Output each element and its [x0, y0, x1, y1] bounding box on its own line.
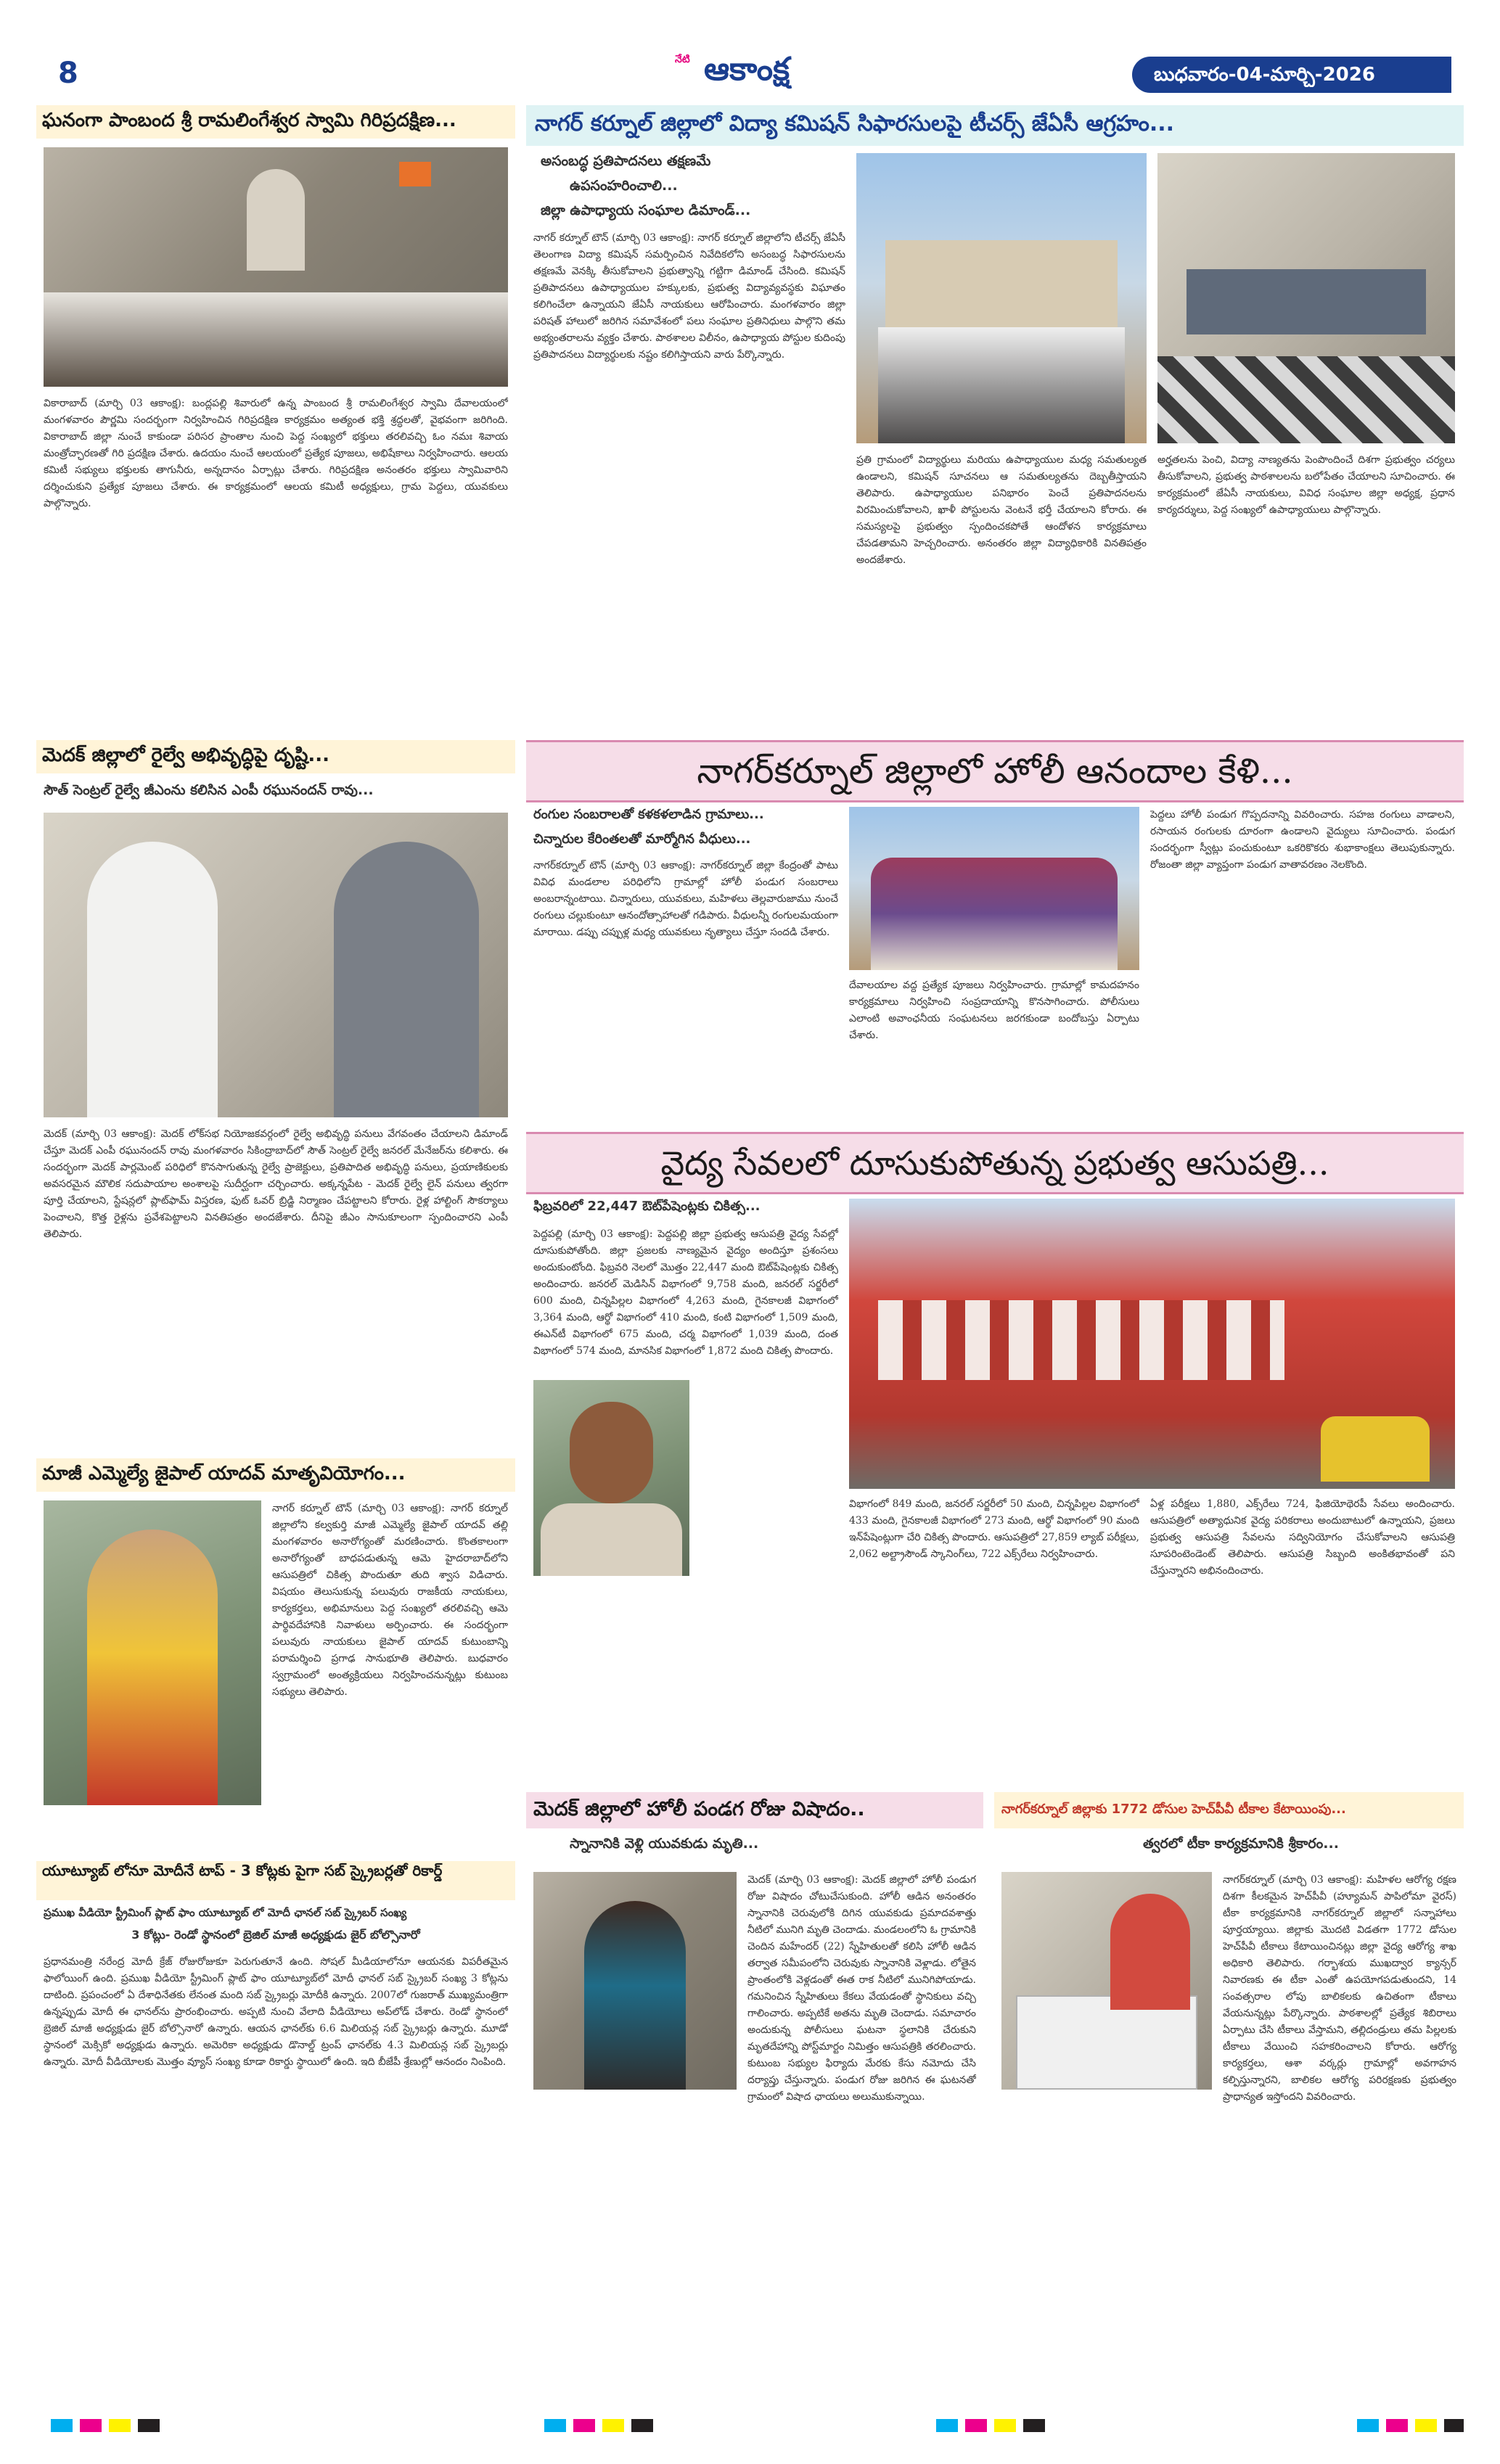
holi-body-3: పెద్దలు హోలీ పండుగ గొప్పదనాన్ని వివరించారు. సహజ రంగులు వాడాలని, రసాయన రంగులకు దూరంగా ఉండాలని వైద్యులు సూచించారు. పండుగ సందర్భంగా స్వీట్లు పంచుకుంటూ ఒకరికొకరు శుభాకాంక్షలు తెలుపుకున్నారు. రోజంతా జిల్లా వ్యాప్తంగా పండుగ వాతావరణం నెలకొంది.: [1150, 809, 1455, 871]
masthead-logo: [675, 51, 849, 100]
teachers-photo-2: [1157, 153, 1455, 443]
teachers-body-1: నాగర్ కర్నూల్ టౌన్ (మార్చి 03 ఆకాంక్ష): నాగర్ కర్నూల్ జిల్లాలోని టీచర్స్ జేఏసీ తెలంగాణ విద్యా కమిషన్ సమర్పించిన నివేదికలోని అసంబద్ధ సిఫారసులను తక్షణమే వెనక్కి తీసుకోవాలని ప్రభుత్వాన్ని గట్టిగా డిమాండ్ చేసింది. కమిషన్ ప్రతిపాదనలు ఉపాధ్యాయుల హక్కులకు, ప్రభుత్వ విద్యావ్యవస్థకు విఘాతం కలిగించేలా ఉన్నాయని జేఏసీ నాయకులు ఆరోపించారు. మంగళవారం జిల్లా పరిషత్ హాలులో జరిగిన సమావేశంలో పలు సంఘాల ప్రతినిధులు పాల్గొని తమ అభ్యంతరాలను వ్యక్తం చేశారు. పాఠశాలల విలీనం, ఉపాధ్యాయ పోస్టుల కుదింపు ప్రతిపాదనలు విద్యార్థులకు నష్టం కలిగిస్తాయని వారు పేర్కొన్నారు.: [533, 232, 845, 361]
temple-photo: [44, 147, 508, 387]
railway-photo: [44, 813, 508, 1117]
teachers-subhead-2: ఉపసంహరించాలి...: [570, 178, 678, 194]
temple-gate-icon: [247, 169, 305, 271]
hospital-subhead: ఫిబ్రవరిలో 22,447 ఔట్‌పేషెంట్లకు చికిత్స...: [533, 1199, 761, 1214]
obituary-headline: మాజీ ఎమ్మెల్యే జైపాల్ యాదవ్ మాతృవియోగం...: [36, 1458, 515, 1492]
medak-holi-headline: మెదక్ జిల్లాలో హోలీ పండగ రోజు విషాదం..: [526, 1792, 983, 1828]
table-shape: [1187, 269, 1426, 334]
hpv-headline: నాగర్‌కర్నూల్ జిల్లాకు 1772 డోసుల హెచ్‌పీవీ టీకాల కేటాయింపు...: [994, 1792, 1464, 1828]
children-shape: [871, 858, 1118, 970]
holi-body-2: దేవాలయాల వద్ద ప్రత్యేక పూజలు నిర్వహించారు. గ్రామాల్లో కామదహనం కార్యక్రమాలు నిర్వహించి సంప్రదాయాన్ని కొనసాగించారు. పోలీసులు ఎలాంటి అవాంఛనీయ సంఘటనలు జరగకుండా బందోబస్తు ఏర్పాటు చేశారు.: [849, 980, 1139, 1041]
swatch-cyan-3: [936, 2419, 958, 2432]
auto-rickshaw-shape: [1321, 1416, 1430, 1482]
railway-headline: మెదక్ జిల్లాలో రైల్వే అభివృద్ధిపై దృష్టి...: [36, 740, 515, 773]
hospital-body-1: పెద్దపల్లి (మార్చి 03 ఆకాంక్ష): పెద్దపల్లి జిల్లా ప్రభుత్వ ఆసుపత్రి వైద్య సేవల్లో దూసుకుపోతోంది. జిల్లా ప్రజలకు నాణ్యమైన వైద్యం అందిస్తూ ప్రశంసలు అందుకుంటోంది. ఫిబ్రవరి నెలలో మొత్తం 22,447 మంది ఔట్‌పేషెంట్లకు చికిత్స అందించారు. జనరల్ మెడిసిన్ విభాగంలో 9,758 మంది, జనరల్ సర్జరీలో 600 మంది, చిన్నపిల్లల విభాగంలో 4,263 మంది, గైనకాలజీ విభాగంలో 3,364 మంది, ఆర్థో విభాగంలో 410 మంది, కంటి విభాగంలో 1,509 మంది, ఈఎన్‌టీ విభాగంలో 675 మంది, చర్మ విభాగంలో 1,039 మంది, దంత విభాగంలో 574 మంది, మానసిక విభాగంలో 1,872 మంది చికిత్స పొందారు.: [533, 1228, 838, 1357]
youtube-subhead-1: ప్రముఖ వీడియో స్ట్రీమింగ్ ప్లాట్ ఫాం యూట్యూబ్ లో మోదీ ఛానల్ సబ్ స్క్రైబర్ సంఖ్య: [44, 1906, 407, 1919]
medak-holi-subhead: స్నానానికి వెళ్లి యువకుడు మృతి...: [570, 1836, 759, 1852]
swatch-yellow-3: [994, 2419, 1016, 2432]
article-youtube: [36, 1861, 515, 2340]
article-medak-holi: [526, 1792, 983, 2329]
article-obituary: [36, 1458, 515, 1861]
hospital-headline: వైద్య సేవలలో దూసుకుపోతున్న ప్రభుత్వ ఆసుపత్రి...: [660, 1143, 1329, 1183]
youth-shape: [584, 1901, 686, 2090]
swatch-yellow: [109, 2419, 131, 2432]
swatch-cyan-4: [1357, 2419, 1379, 2432]
teachers-photo-1: [856, 153, 1147, 443]
portrait-shape: [87, 1529, 218, 1805]
floor-shape: [1157, 356, 1455, 443]
hospital-body-3: ఏళ్ల పరీక్షలు 1,880, ఎక్స్‌రేలు 724, ఫిజియోథెరపీ సేవలు అందించారు. ఆసుపత్రిలో అత్యాధునిక వైద్య పరికరాలు అందుబాటులో ఉన్నాయని, ప్రజలు ప్రభుత్వ ఆసుపత్రి సేవలను సద్వినియోగం చేసుకోవాలని ఆసుపత్రి సూపరింటెండెంట్ తెలిపారు. ఆసుపత్రి సిబ్బంది అంకితభావంతో పని చేస్తున్నారని అభినందించారు.: [1150, 1498, 1455, 1577]
article-temple: [36, 105, 515, 740]
swatch-cyan-2: [544, 2419, 566, 2432]
swatch-black-3: [1023, 2419, 1045, 2432]
face-shape: [570, 1402, 653, 1503]
holi-subhead-2: చిన్నారుల కేరింతలతో మార్మోగిన వీధులు...: [533, 831, 751, 847]
person-right-shape: [334, 842, 479, 1117]
youtube-body: ప్రధానమంత్రి నరేంద్ర మోదీ క్రేజ్ రోజురోజుకూ పెరుగుతూనే ఉంది. సోషల్ మీడియాలోనూ ఆయనకు విపరీతమైన ఫాలోయింగ్ ఉంది. ప్రముఖ వీడియో స్ట్రీమింగ్ ప్లాట్ ఫాం యూట్యూబ్‌లో మోదీ ఛానల్ సబ్ స్క్రైబర్ సంఖ్య 3 కోట్లను దాటింది. ప్రపంచంలో ఏ దేశాధినేతకు లేనంత మంది సబ్ స్క్రైబర్లు మోదీకి ఉన్నారు. 2007లో గుజరాత్ ముఖ్యమంత్రిగా ఉన్నప్పుడు మోదీ ఈ ఛానల్‌ను ప్రారంభించారు. అప్పటి నుంచి వేలాది వీడియోలు అప్‌లోడ్ చేశారు. రెండో స్థానంలో బ్రెజిల్ మాజీ అధ్యక్షుడు జైర్ బోల్సొనారో ఉన్నారు. ఆయన ఛానల్‌కు 6.6 మిలియన్ల సబ్ స్క్రైబర్లు ఉన్నారు. మూడో స్థానంలో మెక్సికో అధ్యక్షుడు ఉన్నారు. అమెరికా అధ్యక్షుడు డొనాల్డ్ ట్రంప్ ఛానల్‌కు 4.3 మిలియన్ల సబ్ స్క్రైబర్లు ఉన్నారు. మోదీ వీడియోలకు మొత్తం వ్యూస్ సంఖ్య కూడా రికార్డు స్థాయిలో ఉంది. ఇది బీజేపీ శ్రేణుల్లో ఆనందం నింపింది.: [44, 1956, 508, 2068]
page-number: 8: [58, 57, 78, 90]
article-hpv: [994, 1792, 1464, 2329]
officer-shape: [1110, 1894, 1190, 2010]
shirt-shape: [541, 1503, 682, 1576]
hospital-body-2: విభాగంలో 849 మంది, జనరల్ సర్జరీలో 50 మంది, చిన్నపిల్లల విభాగంలో 433 మంది, గైనకాలజీ విభాగంలో 273 మంది, ఆర్థో విభాగంలో 90 మంది ఇన్‌పేషెంట్లుగా చేరి చికిత్స పొందారు. ఆసుపత్రిలో 27,859 ల్యాబ్ పరీక్షలు, 2,062 అల్ట్రాసౌండ్ స్కానింగ్‌లు, 722 ఎక్స్‌రేలు నిర్వహించారు.: [849, 1498, 1139, 1560]
temple-body: వికారాబాద్ (మార్చి 03 ఆకాంక్ష): బంద్లపల్లి శివారులో ఉన్న పాంబంద శ్రీ రామలింగేశ్వర స్వామి దేవాలయంలో మంగళవారం పౌర్ణమి సందర్భంగా నిర్వహించిన గిరిప్రదక్షిణ కార్యక్రమం అత్యంత భక్తి శ్రద్ధలతో, వైభవంగా జరిగింది. వికారాబాద్ జిల్లా నుంచే కాకుండా పరిసర ప్రాంతాల నుంచి పెద్ద సంఖ్యలో భక్తులు తరలివచ్చి ఓం నమః శివాయ మంత్రోచ్ఛారణతో గిరి ప్రదక్షిణ చేశారు. ఉదయం నుంచే ఆలయంలో ప్రత్యేక పూజలు, అభిషేకాలు నిర్వహించారు. ఆలయ కమిటీ సభ్యులు భక్తులకు తాగునీరు, అన్నదానం ఏర్పాట్లు చేశారు. గిరిప్రదక్షిణ అనంతరం భక్తులు స్వామివారిని దర్శించుకుని ప్రత్యేక పూజలు చేశారు. ఈ కార్యక్రమంలో ఆలయ కమిటీ అధ్యక్షులు, గ్రామ పెద్దలు, యువకులు పాల్గొన్నారు.: [44, 398, 508, 509]
teachers-body-3: అర్హతలను పెంచి, విద్యా నాణ్యతను పెంపొందించే దిశగా ప్రభుత్వం చర్యలు తీసుకోవాలని, ప్రభుత్వ పాఠశాలలను బలోపేతం చేయాలని సూచించారు. ఈ కార్యక్రమంలో జేఏసీ నాయకులు, వివిధ సంఘాల జిల్లా అధ్యక్ష, ప్రధాన కార్యదర్శులు, పెద్ద సంఖ్యలో ఉపాధ్యాయులు పాల్గొన్నారు.: [1157, 454, 1455, 516]
logo-text: ఆకాంక్ష: [704, 51, 790, 88]
hospital-banner: [526, 1132, 1464, 1194]
holi-photo: [849, 807, 1139, 970]
flag-icon: [399, 162, 431, 186]
railway-subhead: సౌత్ సెంట్రల్ రైల్వే జీఎంను కలిసిన ఎంపీ రఘునందన్ రావు...: [44, 782, 374, 798]
holi-body-1: నాగర్‌కర్నూల్ టౌన్ (మార్చి 03 ఆకాంక్ష): నాగర్‌కర్నూల్ జిల్లా కేంద్రంతో పాటు వివిధ మండలాల పరిధిలోని గ్రామాల్లో హోలీ పండుగ సంబరాలు అంబరాన్నంటాయి. చిన్నారులు, యువకులు, మహిళలు తెల్లవారుజాము నుంచే రంగులు చల్లుకుంటూ ఆనందోత్సాహాలతో గడిపారు. వీధులన్నీ రంగులమయంగా మారాయి. డప్పు చప్పుళ్ల మధ్య యువకులు నృత్యాలు చేస్తూ సందడి చేశారు.: [533, 860, 838, 938]
swatch-yellow-2: [602, 2419, 624, 2432]
youth-photo: [533, 1872, 737, 2090]
teachers-body-2: ప్రతి గ్రామంలో విద్యార్థులు మరియు ఉపాధ్యాయుల మధ్య సమతుల్యత ఉండాలని, కమిషన్ సూచనలు ఆ సమతుల్యతను దెబ్బతీస్తాయని తెలిపారు. ఉపాధ్యాయుల పనిభారం పెంచే ప్రతిపాదనలను విరమించుకోవాలని, ఖాళీ పోస్టులను వెంటనే భర్తీ చేయాలని కోరారు. ఈ సమస్యలపై ప్రభుత్వం స్పందించకపోతే ఆందోళన కార్యక్రమాలు చేపడతామని హెచ్చరించారు. అనంతరం జిల్లా విద్యాధికారికి వినతిపత్రం అందజేశారు.: [856, 454, 1147, 566]
hpv-subhead: త్వరలో టీకా కార్యక్రమానికి శ్రీకారం...: [1143, 1836, 1339, 1852]
railway-body: మెదక్ (మార్చి 03 ఆకాంక్ష): మెదక్ లోక్‌సభ నియోజకవర్గంలో రైల్వే అభివృద్ధి పనులు వేగవంతం చేయాలని డిమాండ్ చేస్తూ మెదక్ ఎంపీ రఘునందన్ రావు మంగళవారం సికింద్రాబాద్‌లో సౌత్ సెంట్రల్ రైల్వే జనరల్ మేనేజర్‌ను కలిశారు. ఈ సందర్భంగా మెదక్ పార్లమెంట్ పరిధిలో కొనసాగుతున్న రైల్వే ప్రాజెక్టులు, ప్రతిపాదిత అభివృద్ధి పనులు, ప్రయాణికులకు అవసరమైన మౌలిక సదుపాయాల అంశాలపై సుదీర్ఘంగా చర్చించారు. అక్కన్నపేట - మెదక్ రైల్వే లైన్ పనులు త్వరగా పూర్తి చేయాలని, స్టేషన్లలో ప్లాట్‌ఫామ్ విస్తరణ, ఫుట్ ఓవర్ బ్రిడ్జి నిర్మాణం చేపట్టాలని కోరారు. రైళ్ల హాల్టింగ్ సౌకర్యాలు పెంచాలని, కొత్త రైళ్లను ప్రవేశపెట్టాలని వినతిపత్రం అందజేశారు. దీనిపై జీఎం సానుకూలంగా స్పందించారని ఎంపీ తెలిపారు.: [44, 1128, 508, 1240]
swatch-cyan: [51, 2419, 73, 2432]
teachers-subhead-1: అసంబద్ధ ప్రతిపాదనలు తక్షణమే: [541, 153, 711, 169]
article-hospital: [526, 1199, 1464, 1779]
swatch-magenta-4: [1386, 2419, 1408, 2432]
holi-banner: [526, 740, 1464, 802]
teachers-headline: నాగర్ కర్నూల్ జిల్లాలో విద్యా కమిషన్ సిఫారసులపై టీచర్స్ జేఏసీ ఆగ్రహం...: [526, 105, 1464, 146]
hpv-photo: [1001, 1872, 1212, 2090]
logo-small: నేటి: [675, 54, 690, 65]
holi-headline: నాగర్‌కర్నూల్ జిల్లాలో హోలీ ఆనందాల కేళి...: [697, 751, 1293, 792]
swatch-black-2: [631, 2419, 653, 2432]
obituary-photo: [44, 1500, 261, 1805]
swatch-magenta-3: [965, 2419, 987, 2432]
hospital-photo: [849, 1199, 1455, 1489]
swatch-yellow-4: [1415, 2419, 1437, 2432]
youtube-subhead-2: 3 కోట్లు- రెండో స్థానంలో బ్రెజిల్ మాజీ అధ్యక్షుడు జైర్ బోల్సొనారో: [131, 1928, 420, 1942]
swatch-magenta-2: [573, 2419, 595, 2432]
article-railway: [36, 740, 515, 1458]
date-text: బుధవారం-04-మార్చి-2026: [1154, 64, 1375, 86]
group-shape: [878, 327, 1125, 443]
holi-subhead-1: రంగుల సంబరాలతో కళకళలాడిన గ్రామాలు...: [533, 807, 764, 822]
print-registration-bar: [36, 2416, 1464, 2438]
swatch-black: [138, 2419, 160, 2432]
obituary-body: నాగర్ కర్నూల్ టౌన్ (మార్చి 03 ఆకాంక్ష): నాగర్ కర్నూల్ జిల్లాలోని కల్వకుర్తి మాజీ ఎమ్మెల్యే జైపాల్ యాదవ్ తల్లి మంగళవారం అనారోగ్యంతో మరణించారు. కొంతకాలంగా అనారోగ్యంతో బాధపడుతున్న ఆమె హైదరాబాద్‌లోని ఆసుపత్రిలో చికిత్స పొందుతూ తుది శ్వాస విడిచారు. విషయం తెలుసుకున్న పలువురు రాజకీయ నాయకులు, కార్యకర్తలు, అభిమానులు పెద్ద సంఖ్యలో తరలివచ్చి ఆమె పార్థివదేహానికి నివాళులు అర్పించారు. ఈ సందర్భంగా పలువురు నాయకులు జైపాల్ యాదవ్ కుటుంబాన్ని పరామర్శించి ప్రగాఢ సానుభూతి తెలిపారు. బుధవారం స్వగ్రామంలో అంత్యక్రియలు నిర్వహించనున్నట్లు కుటుంబ సభ్యులు తెలిపారు.: [272, 1503, 508, 1698]
medak-holi-body: మెదక్ (మార్చి 03 ఆకాంక్ష): మెదక్ జిల్లాలో హోలీ పండుగ రోజు విషాదం చోటుచేసుకుంది. హోలీ ఆడిన అనంతరం స్నానానికి చెరువులోకి దిగిన యువకుడు ప్రమాదవశాత్తు నీటిలో మునిగి మృతి చెందాడు. మండలంలోని ఓ గ్రామానికి చెందిన మహేందర్ (22) స్నేహితులతో కలిసి హోలీ ఆడిన తర్వాత సమీపంలోని చెరువుకు స్నానానికి వెళ్లాడు. లోతైన ప్రాంతంలోకి వెళ్లడంతో ఈత రాక నీటిలో మునిగిపోయాడు. గమనించిన స్నేహితులు కేకలు వేయడంతో స్థానికులు వచ్చి గాలించారు. అప్పటికే అతను మృతి చెందాడు. సమాచారం అందుకున్న పోలీసులు ఘటనా స్థలానికి చేరుకుని మృతదేహాన్ని పోస్ట్‌మార్టం నిమిత్తం ఆసుపత్రికి తరలించారు. కుటుంబ సభ్యుల ఫిర్యాదు మేరకు కేసు నమోదు చేసి దర్యాప్తు చేస్తున్నారు. పండుగ రోజు జరిగిన ఈ ఘటనతో గ్రామంలో విషాద ఛాయలు అలుముకున్నాయి.: [747, 1874, 976, 2103]
temple-headline: ఘనంగా పాంబంద శ్రీ రామలింగేశ్వర స్వామి గిరిప్రదక్షిణ...: [36, 105, 515, 139]
teachers-subhead-3: జిల్లా ఉపాధ్యాయ సంఘాల డిమాండ్...: [541, 202, 751, 218]
hpv-body: నాగర్‌కర్నూల్ (మార్చి 03 ఆకాంక్ష): మహిళల ఆరోగ్య రక్షణ దిశగా కీలకమైన హెచ్‌పీవీ (హ్యూమన్ పాపిలోమా వైరస్) టీకా కార్యక్రమానికి నాగర్‌కర్నూల్ జిల్లాలో సన్నాహాలు పూర్తయ్యాయి. జిల్లాకు మొదటి విడతగా 1772 డోసుల హెచ్‌పీవీ టీకాలు కేటాయించినట్లు జిల్లా వైద్య ఆరోగ్య శాఖ అధికారి తెలిపారు. గర్భాశయ ముఖద్వార క్యాన్సర్ నివారణకు ఈ టీకా ఎంతో ఉపయోగపడుతుందని, 14 సంవత్సరాల లోపు బాలికలకు ఉచితంగా టీకాలు వేయనున్నట్లు పేర్కొన్నారు. పాఠశాలల్లో ప్రత్యేక శిబిరాలు ఏర్పాటు చేసి టీకాలు వేస్తామని, తల్లిదండ్రులు తమ పిల్లలకు టీకాలు వేయించి సహకరించాలని కోరారు. ఆరోగ్య కార్యకర్తలు, ఆశా వర్కర్లు గ్రామాల్లో అవగాహన కల్పిస్తున్నారని, బాలికల ఆరోగ్య పరిరక్షణకు ప్రభుత్వం ప్రాధాన్యత ఇస్తోందని వివరించారు.: [1223, 1874, 1456, 2103]
page-header: [36, 51, 1464, 102]
crowd-shape: [44, 292, 508, 387]
person-left-shape: [87, 842, 218, 1117]
superintendent-photo: [533, 1380, 689, 1576]
date-badge: [1132, 57, 1451, 93]
article-teachers: [526, 105, 1464, 736]
youtube-headline: యూట్యూబ్ లోనూ మోదీనే టాప్ - 3 కోట్లకు పైగా సబ్ స్క్రైబర్లతో రికార్డ్: [36, 1861, 515, 1900]
windows-shape: [878, 1300, 1284, 1380]
swatch-magenta: [80, 2419, 102, 2432]
article-holi: [526, 807, 1464, 1126]
swatch-black-4: [1444, 2419, 1464, 2432]
